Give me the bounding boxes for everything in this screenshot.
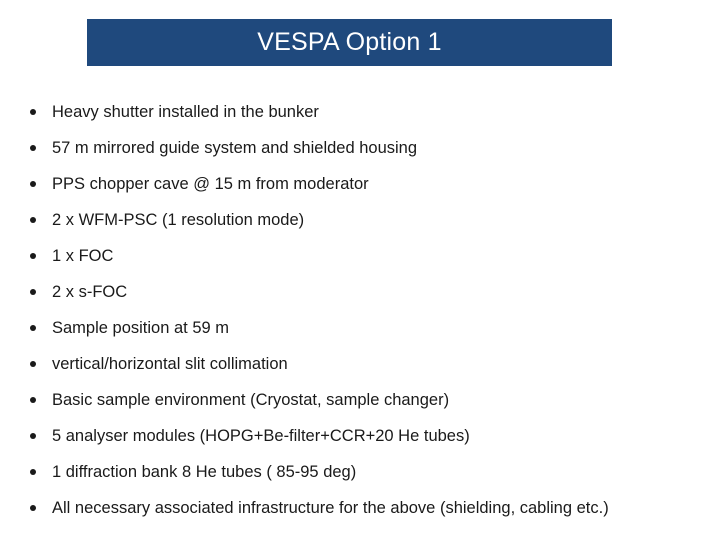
title-banner xyxy=(87,19,612,66)
bullet-text: vertical/horizontal slit collimation xyxy=(52,354,288,373)
bullet-item xyxy=(28,490,708,526)
bullet-item xyxy=(28,202,708,238)
bullet-dot-icon xyxy=(30,469,36,475)
bullet-text: 1 x FOC xyxy=(52,246,114,265)
bullet-text: 2 x s-FOC xyxy=(52,282,128,301)
bullet-dot-icon xyxy=(30,181,36,187)
bullet-dot-icon xyxy=(30,145,36,151)
bullet-dot-icon xyxy=(30,433,36,439)
bullet-text: 2 x WFM-PSC (1 resolution mode) xyxy=(52,210,305,229)
bullet-text: PPS chopper cave @ 15 m from moderator xyxy=(52,174,369,193)
bullet-text: Sample position at 59 m xyxy=(52,318,230,337)
slide-title: VESPA Option 1 xyxy=(257,28,442,56)
bullet-item xyxy=(28,238,708,274)
bullet-item xyxy=(28,130,708,166)
bullet-item xyxy=(28,418,708,454)
bullet-item xyxy=(28,454,708,490)
bullet-text: All necessary associated infrastructure for the above (shielding, cabling etc.) xyxy=(52,498,609,517)
bullet-dot-icon xyxy=(30,325,36,331)
bullet-item xyxy=(28,382,708,418)
bullet-dot-icon xyxy=(30,217,36,223)
bullet-item xyxy=(28,94,708,130)
bullet-text: Basic sample environment (Cryostat, sample changer) xyxy=(52,390,450,409)
bullet-text: Heavy shutter installed in the bunker xyxy=(52,102,319,121)
bullet-item xyxy=(28,310,708,346)
bullet-text: 1 diffraction bank 8 He tubes ( 85-95 deg) xyxy=(52,462,357,481)
bullet-text: 5 analyser modules (HOPG+Be-filter+CCR+20 He tubes) xyxy=(52,426,470,445)
bullet-dot-icon xyxy=(30,361,36,367)
bullet-dot-icon xyxy=(30,289,36,295)
bullet-item xyxy=(28,274,708,310)
bullet-dot-icon xyxy=(30,253,36,259)
bullet-dot-icon xyxy=(30,505,36,511)
bullet-text: 57 m mirrored guide system and shielded housing xyxy=(52,138,418,157)
bullet-dot-icon xyxy=(30,109,36,115)
bullet-item xyxy=(28,346,708,382)
bullet-dot-icon xyxy=(30,397,36,403)
bullet-item xyxy=(28,166,708,202)
bullet-list xyxy=(28,94,708,526)
